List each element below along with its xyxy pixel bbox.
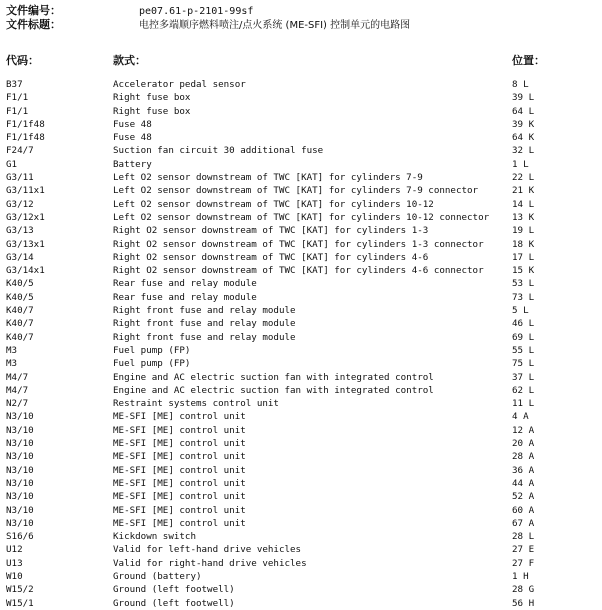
row-position: 67 A xyxy=(512,517,535,529)
row-code: U12 xyxy=(6,544,23,556)
table-row xyxy=(0,118,602,131)
table-row xyxy=(0,464,602,477)
row-description: ME-SFI [ME] control unit xyxy=(113,411,246,423)
table-row xyxy=(0,331,602,344)
row-code: F1/1 xyxy=(6,92,29,104)
row-description: Right fuse box xyxy=(113,105,191,117)
table-row xyxy=(0,530,602,543)
row-description: Fuel pump (FP) xyxy=(113,344,191,356)
row-position: 32 L xyxy=(512,145,535,157)
row-code: K40/7 xyxy=(6,318,34,330)
row-description: ME-SFI [ME] control unit xyxy=(113,451,246,463)
row-code: F24/7 xyxy=(6,145,34,157)
doc-title-row xyxy=(6,18,410,32)
table-row xyxy=(0,304,602,317)
row-position: 14 L xyxy=(512,198,535,210)
row-code: G3/12 xyxy=(6,198,34,210)
row-code: G3/11 xyxy=(6,172,34,184)
row-code: G3/14 xyxy=(6,251,34,263)
row-description: Ground (left footwell) xyxy=(113,597,235,609)
row-position: 12 A xyxy=(512,424,535,436)
row-description: Fuse 48 xyxy=(113,118,152,130)
row-description: Right O2 sensor downstream of TWC [KAT] for cylinders 1-3 xyxy=(113,225,429,237)
table-row xyxy=(0,597,602,610)
column-header-position: 位置： xyxy=(512,54,545,67)
table-row xyxy=(0,105,602,118)
row-code: U13 xyxy=(6,557,23,569)
table-row xyxy=(0,517,602,530)
row-position: 11 L xyxy=(512,398,535,410)
row-description: Valid for left-hand drive vehicles xyxy=(113,544,302,556)
row-description: Right O2 sensor downstream of TWC [KAT] for cylinders 4-6 xyxy=(113,251,429,263)
row-description: Fuse 48 xyxy=(113,132,152,144)
table-row xyxy=(0,450,602,463)
component-list xyxy=(0,78,602,610)
table-row xyxy=(0,490,602,503)
row-position: 1 H xyxy=(512,570,529,582)
row-position: 15 K xyxy=(512,265,535,277)
row-code: M3 xyxy=(6,344,18,356)
table-row xyxy=(0,171,602,184)
row-description: Suction fan circuit 30 additional fuse xyxy=(113,145,324,157)
table-row xyxy=(0,184,602,197)
row-description: Valid for right-hand drive vehicles xyxy=(113,557,307,569)
table-row xyxy=(0,437,602,450)
doc-number-label: 文件编号： xyxy=(6,4,61,17)
row-position: 64 K xyxy=(512,132,535,144)
row-description: Accelerator pedal sensor xyxy=(113,79,246,90)
row-description: Left O2 sensor downstream of TWC [KAT] for cylinders 10-12 connector xyxy=(113,211,490,223)
table-row xyxy=(0,397,602,410)
table-row xyxy=(0,131,602,144)
table-row xyxy=(0,251,602,264)
row-position: 27 F xyxy=(512,557,535,569)
table-row xyxy=(0,158,602,171)
row-description: ME-SFI [ME] control unit xyxy=(113,464,246,476)
table-row xyxy=(0,557,602,570)
row-description: Ground (battery) xyxy=(113,570,202,582)
doc-number-value: pe07.61-p-2101-99sf xyxy=(139,6,254,17)
row-position: 19 L xyxy=(512,225,535,237)
row-position: 53 L xyxy=(512,278,535,290)
row-description: ME-SFI [ME] control unit xyxy=(113,517,246,529)
row-description: Engine and AC electric suction fan with integrated control xyxy=(113,371,434,383)
row-position: 28 G xyxy=(512,584,535,596)
row-position: 27 E xyxy=(512,544,535,556)
table-row xyxy=(0,91,602,104)
row-code: G3/13 xyxy=(6,225,34,237)
row-code: N3/10 xyxy=(6,411,34,423)
row-position: 5 L xyxy=(512,305,529,317)
row-description: ME-SFI [ME] control unit xyxy=(113,477,246,489)
row-code: G3/14x1 xyxy=(6,265,45,277)
row-position: 28 A xyxy=(512,451,535,463)
row-code: K40/7 xyxy=(6,331,34,343)
row-description: Right front fuse and relay module xyxy=(113,331,296,343)
row-position: 21 K xyxy=(512,185,535,197)
row-code: W10 xyxy=(6,570,23,582)
row-position: 36 A xyxy=(512,464,535,476)
row-position: 17 L xyxy=(512,251,535,263)
column-header-code: 代码： xyxy=(6,54,39,67)
doc-number-row xyxy=(6,4,253,18)
row-position: 56 H xyxy=(512,597,535,609)
table-row xyxy=(0,211,602,224)
row-position: 37 L xyxy=(512,371,535,383)
row-position: 13 K xyxy=(512,211,535,223)
row-description: Rear fuse and relay module xyxy=(113,291,257,303)
row-description: Right front fuse and relay module xyxy=(113,318,296,330)
row-description: ME-SFI [ME] control unit xyxy=(113,424,246,436)
row-position: 73 L xyxy=(512,291,535,303)
row-description: Ground (left footwell) xyxy=(113,584,235,596)
row-code: M3 xyxy=(6,358,18,370)
table-row xyxy=(0,570,602,583)
row-code: G3/11x1 xyxy=(6,185,45,197)
row-position: 46 L xyxy=(512,318,535,330)
table-row xyxy=(0,583,602,596)
table-row xyxy=(0,144,602,157)
table-row xyxy=(0,477,602,490)
row-code: W15/1 xyxy=(6,597,34,609)
table-row xyxy=(0,384,602,397)
row-description: ME-SFI [ME] control unit xyxy=(113,491,246,503)
row-code: N3/10 xyxy=(6,424,34,436)
row-code: M4/7 xyxy=(6,384,29,396)
row-code: G1 xyxy=(6,158,18,170)
row-position: 55 L xyxy=(512,344,535,356)
row-code: F1/1 xyxy=(6,105,29,117)
row-code: F1/1f48 xyxy=(6,132,45,144)
table-row xyxy=(0,291,602,304)
row-position: 4 A xyxy=(512,411,529,423)
row-description: Right O2 sensor downstream of TWC [KAT] for cylinders 1-3 connector xyxy=(113,238,484,250)
table-row xyxy=(0,264,602,277)
row-description: Fuel pump (FP) xyxy=(113,358,191,370)
row-description: Engine and AC electric suction fan with integrated control xyxy=(113,384,434,396)
row-description: Battery xyxy=(113,158,152,170)
row-description: Rear fuse and relay module xyxy=(113,278,257,290)
table-row xyxy=(0,78,602,91)
row-description: Right front fuse and relay module xyxy=(113,305,296,317)
row-code: K40/5 xyxy=(6,278,34,290)
row-position: 69 L xyxy=(512,331,535,343)
row-code: K40/7 xyxy=(6,305,34,317)
table-row xyxy=(0,224,602,237)
row-position: 62 L xyxy=(512,384,535,396)
row-code: S16/6 xyxy=(6,531,34,543)
row-description: ME-SFI [ME] control unit xyxy=(113,438,246,450)
row-code: B37 xyxy=(6,79,23,90)
row-code: G3/13x1 xyxy=(6,238,45,250)
row-position: 75 L xyxy=(512,358,535,370)
row-description: Kickdown switch xyxy=(113,531,196,543)
row-position: 1 L xyxy=(512,158,529,170)
table-row xyxy=(0,317,602,330)
table-row xyxy=(0,543,602,556)
row-position: 8 L xyxy=(512,79,529,90)
row-position: 60 A xyxy=(512,504,535,516)
table-row xyxy=(0,424,602,437)
row-position: 20 A xyxy=(512,438,535,450)
row-position: 52 A xyxy=(512,491,535,503)
row-code: N3/10 xyxy=(6,451,34,463)
row-description: Left O2 sensor downstream of TWC [KAT] for cylinders 7-9 connector xyxy=(113,185,479,197)
table-row xyxy=(0,410,602,423)
row-position: 28 L xyxy=(512,531,535,543)
table-row xyxy=(0,371,602,384)
row-code: K40/5 xyxy=(6,291,34,303)
row-position: 39 K xyxy=(512,118,535,130)
table-row xyxy=(0,198,602,211)
row-code: N3/10 xyxy=(6,504,34,516)
row-code: N3/10 xyxy=(6,438,34,450)
row-code: W15/2 xyxy=(6,584,34,596)
row-description: ME-SFI [ME] control unit xyxy=(113,504,246,516)
row-position: 64 L xyxy=(512,105,535,117)
table-row xyxy=(0,344,602,357)
row-description: Left O2 sensor downstream of TWC [KAT] for cylinders 7-9 xyxy=(113,172,423,184)
row-code: N3/10 xyxy=(6,464,34,476)
row-description: Restraint systems control unit xyxy=(113,398,279,410)
row-position: 44 A xyxy=(512,477,535,489)
doc-title-label: 文件标题： xyxy=(6,18,61,31)
row-code: N3/10 xyxy=(6,477,34,489)
row-code: F1/1f48 xyxy=(6,118,45,130)
row-description: Right O2 sensor downstream of TWC [KAT] for cylinders 4-6 connector xyxy=(113,265,484,277)
row-position: 39 L xyxy=(512,92,535,104)
row-position: 22 L xyxy=(512,172,535,184)
doc-title-value: 电控多端顺序燃料喷注/点火系统 (ME-SFI) 控制单元的电路图 xyxy=(139,20,411,31)
row-code: G3/12x1 xyxy=(6,211,45,223)
row-code: N3/10 xyxy=(6,517,34,529)
row-description: Right fuse box xyxy=(113,92,191,104)
row-code: N3/10 xyxy=(6,491,34,503)
table-row xyxy=(0,504,602,517)
row-description: Left O2 sensor downstream of TWC [KAT] for cylinders 10-12 xyxy=(113,198,434,210)
table-row xyxy=(0,357,602,370)
column-header-description: 款式： xyxy=(113,54,146,67)
table-row xyxy=(0,238,602,251)
table-row xyxy=(0,277,602,290)
row-position: 18 K xyxy=(512,238,535,250)
row-code: N2/7 xyxy=(6,398,29,410)
row-code: M4/7 xyxy=(6,371,29,383)
